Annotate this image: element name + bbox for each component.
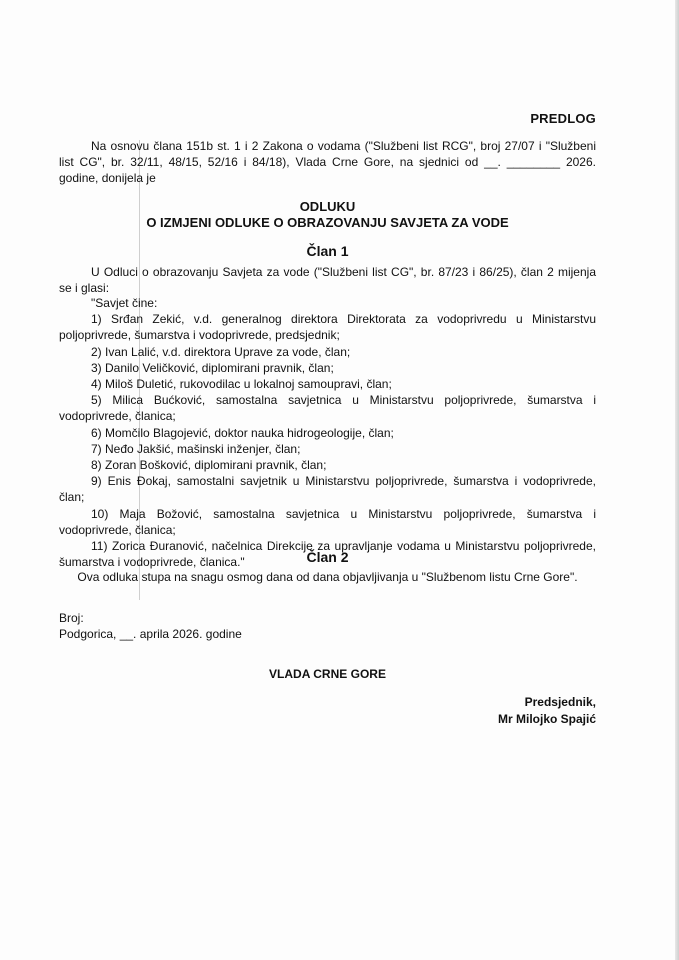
article-2-text: Ova odluka stupa na snagu osmog dana od dana objavljivanja u "Službenom listu Crne Gore". — [77, 570, 578, 584]
signatory-block — [498, 694, 596, 728]
list-item: 7) Neđo Jakšić, mašinski inženjer, član; — [91, 441, 301, 456]
preamble-paragraph: Na osnovu člana 151b st. 1 i 2 Zakona o vodama ("Službeni list RCG", broj 27/07 i "Službeni list CG", br. 32/11, 48/15, 52/16 i 84/18), Vlada Crne Gore, na sjednici od __. ________ 2026. godine, donijela je — [59, 139, 596, 185]
signatory-title: Predsjednik, — [524, 695, 596, 709]
decision-title: ODLUKU — [299, 199, 356, 214]
signatory-name: Mr Milojko Spajić — [497, 712, 596, 726]
list-item: 10) Maja Božović, samostalna savjetnica u Ministarstvu poljoprivrede, šumarstva i vodoprivrede, članica; — [59, 506, 596, 537]
page-edge-shadow — [675, 0, 679, 960]
list-item: 1) Srđan Zekić, v.d. generalnog direktora Direktorata za vodoprivredu u Ministarstvu poljoprivrede, šumarstva i vodoprivrede, predsjednik; — [59, 312, 596, 343]
list-item: 8) Zoran Bošković, diplomirani pravnik, član; — [91, 458, 327, 473]
list-item: 11) Zorica Đuranović, načelnica Direkcije za upravljanje vodama u Ministarstvu poljoprivrede, šumarstva i vodoprivrede, članica." — [59, 539, 596, 570]
government-name: VLADA CRNE GORE — [269, 667, 386, 681]
list-item: 3) Danilo Veličković, diplomirani pravnik, član; — [91, 360, 334, 375]
article-1-intro: U Odluci o obrazovanju Savjeta za vode ("Službeni list CG", br. 87/23 i 86/25), član 2 mijenja se i glasi: — [59, 265, 596, 295]
quote-start: "Savjet čine: — [91, 296, 158, 310]
document-number: Broj: — [59, 611, 84, 625]
council-members-list — [59, 295, 596, 570]
list-item: 6) Momčilo Blagojević, doktor nauka hidrogeologije, član; — [91, 425, 394, 440]
proposal-label: PREDLOG — [530, 111, 596, 126]
place-and-date: Podgorica, __. aprila 2026. godine — [59, 627, 242, 641]
list-item: 2) Ivan Lalić, v.d. direktora Uprave za vode, član; — [91, 344, 351, 359]
article-2-heading: Član 2 — [306, 549, 349, 565]
article-1-heading: Član 1 — [306, 243, 349, 259]
list-item: 4) Miloš Duletić, rukovodilac u lokalnoj samoupravi, član; — [91, 377, 392, 392]
list-item: 5) Milica Bućković, samostalna savjetnica u Ministarstvu poljoprivrede, šumarstva i vodoprivrede, članica; — [59, 393, 596, 424]
list-item: 9) Enis Đokaj, samostalni savjetnik u Ministarstvu poljoprivrede, šumarstva i vodoprivrede, član; — [59, 474, 596, 505]
decision-subtitle: O IZMJENI ODLUKE O OBRAZOVANJU SAVJETA ZA VODE — [146, 215, 509, 230]
